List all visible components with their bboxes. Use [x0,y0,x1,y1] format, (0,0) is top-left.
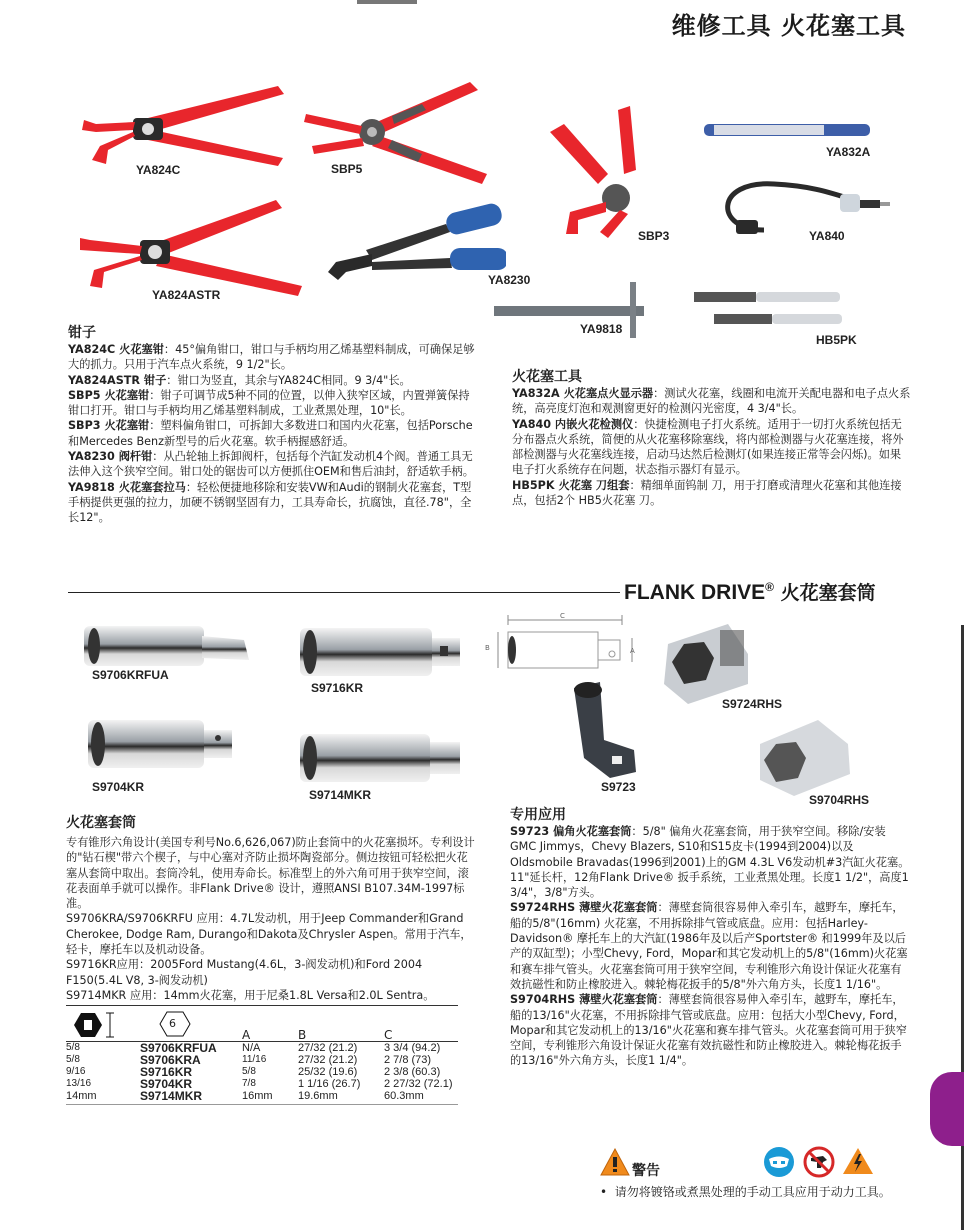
ya832a-tester-image [704,122,874,138]
spec-table [66,1005,458,1105]
item-desc: ：薄壁套筒很容易伸入牵引车，越野车，摩托车，船的5/8"(16mm) 火花塞，不用拆除排气管或底盘。应用：包括Harley-Davidson® 摩托车上的大汽缸(1986年及以后产Sportster® 和1999年及以后产的双缸型)；小型Chevy, Ford，Mopar和其它发动机上的5/8"(16mm)火花塞和赛车排气管头。火花塞套筒可用于狭窄空间，专利锥形六角设计保证火花塞有效抗磁性和防止橡胶进入。棘轮梅花扳手的5/8"外六角方头，长度1 1/16"。 [510,901,908,991]
label-s9714mkr: S9714MKR [309,788,372,802]
cell-c: 2 7/8 (73) [384,1054,432,1066]
item-desc: ：钳子可调节成5种不同的位置，以伸入狭窄区域，内置弹簧保持钳口打开。钳口与手柄均用乙烯基塑料制成，工业煮黑处理，10"长。 [68,388,470,418]
special-item [510,900,910,992]
cell-model: S9706KRFUA [140,1041,217,1055]
cell-a: 11/16 [242,1054,267,1065]
points-label: 6 [169,1017,176,1030]
label-ya832a: YA832A [826,145,871,159]
s9706krfua-socket-image [84,622,254,672]
item-name: HB5PK 火花塞 刀组套 [512,478,630,492]
table-row [66,1078,453,1090]
item-desc: ：快捷检测电子打火系统。适用于一切打火系统包括无分布器点火系统，简便的从火花塞移除塞线，将内部检测器与火花塞连接，将外部检测器与火花塞线连接，启动马达然后检测灯(如果连接正常等会闪烁)。如果电子打火系统存在问题，状态指示器灯有显示。 [512,417,904,477]
item-desc: ：轻松便捷地移除和安装VW和Audi的钢制火花塞套，T型手柄提供更强的拉力，加硬不锈钢坚固有力，工具寿命长，抗腐蚀，直径.78"，全长12"。 [68,480,472,525]
special-heading: 专用应用 [510,807,566,823]
item-name: YA824C 火花塞钳 [68,343,164,356]
s9723-socket-image [570,680,640,780]
no-power-tool-icon [803,1146,835,1178]
cell-model: S9704KR [140,1077,193,1091]
ya840-tester-image [714,180,894,240]
item-name: S9723 偏角火花塞套筒 [510,825,632,838]
cell-a: N/A [242,1042,261,1054]
pliers-section [68,322,478,526]
top-edge-bar [357,0,417,4]
sockets-heading: 火花塞套筒 [66,815,136,831]
special-list [510,824,910,1069]
sockets-section [66,812,476,1003]
pliers-item [68,388,478,419]
label-ya840: YA840 [809,229,845,243]
cell-c: 3 3/4 (94.2) [384,1042,441,1054]
warning-triangle-icon [600,1148,630,1176]
label-sbp3: SBP3 [638,229,670,243]
cell-model: S9714MKR [140,1089,203,1103]
title-en: FLANK DRIVE [624,581,766,604]
item-name: SBP3 火花塞钳 [68,419,150,433]
sockets-paragraph: S9716KR应用：2005Ford Mustang(4.6L，3-阀发动机)和Ford 2004 F150(5.4L V8, 3-阀发动机) [66,958,423,987]
label-ya824c: YA824C [136,163,181,177]
table-row [66,1090,453,1102]
registered-mark: ® [765,580,775,594]
item-desc: ：钳口为竖直，其余与YA824C相同。9 3/4"长。 [166,373,411,387]
special-section [510,804,910,1069]
spark-tools-section [512,366,912,508]
item-name: S9704RHS 薄壁火花塞套筒 [510,993,658,1007]
label-s9724rhs: S9724RHS [722,697,783,711]
eye-protection-icon [763,1146,795,1178]
cell-model: S9716KR [140,1065,193,1079]
pliers-item [68,373,478,388]
label-ya8230: YA8230 [488,273,531,287]
s9724rhs-socket-image [658,614,754,710]
item-desc: ：精细单面钨制 刀，用于打磨或清理火花塞和其他连接点，包括2个 HB5火花塞 刀。 [512,478,902,508]
item-name: YA9818 火花塞套拉马 [68,480,186,494]
diagram-label-a: A [630,647,635,655]
warning-text: 请勿将镀铬或煮黑处理的手动工具应用于动力工具。 [614,1185,891,1199]
spec-rows [66,1042,453,1102]
cell-b: 25/32 (19.6) [298,1066,358,1078]
ya824c-pliers-image [78,78,288,168]
section-divider [68,592,620,593]
diagram-label-c: C [560,612,565,620]
pliers-heading: 钳子 [68,325,96,341]
item-desc: ：塑料偏角钳口，可拆卸大多数进口和国内火花塞，包括Porsche和Mercedes Benz新型号的后火花塞。软手柄握感舒适。 [68,419,473,448]
item-name: S9724RHS 薄壁火花塞套筒 [510,901,658,915]
page-title: 维修工具 火花塞工具 [671,12,906,40]
spark-tool-item [512,417,912,478]
cell-size: 14mm [66,1090,97,1102]
spark-tools-list [512,386,912,508]
table-row [66,1066,453,1078]
label-hb5pk: HB5PK [816,333,857,347]
section-tab[interactable] [930,1072,964,1146]
hb5pk-files-image [694,288,844,328]
label-s9716kr: S9716KR [311,681,364,695]
sockets-paragraph: S9714MKR 应用：14mm火花塞，用于尼桑1.8L Versa和2.0L Sentra。 [66,988,435,1002]
item-name: YA8230 阀杆钳 [68,450,153,464]
pliers-list [68,342,478,526]
cell-c: 2 27/32 (72.1) [384,1078,453,1090]
col-b-header: B [298,1028,307,1042]
cell-b: 19.6mm [298,1090,338,1102]
cell-size: 13/16 [66,1078,92,1089]
s9714mkr-socket-image [300,732,462,784]
cell-a: 16mm [242,1090,273,1102]
spec-table-header [66,1009,458,1041]
item-name: YA824ASTR 钳子 [68,373,167,387]
item-desc: ：薄壁套筒很容易伸入牵引车，越野车，摩托车，船的13/16"火花塞，不用拆除排气管或底盘。应用：包括大小型Chevy, Ford，Mopar和其它发动机上的13/16"火花塞和赛车排气管头。火花塞套筒可用于狭窄空间，专利锥形六角设计保证火花塞有效抗磁性和防止橡胶进入。棘轮梅花扳手的13/16"外六角方头，长度1 1/4"。 [510,993,907,1068]
warning-title: 警告 [632,1163,660,1179]
cell-a: 5/8 [242,1066,256,1077]
item-desc: ：从凸轮轴上拆卸阀杆，包括每个汽缸发动机4个阀。普通工具无法伸入这个狭窄空间。钳口处的锯齿可以方便抓住OEM和售后油封，舒适软手柄。 [68,450,474,479]
diagram-label-b: B [485,644,490,652]
cell-size: 9/16 [66,1066,86,1077]
sbp3-pliers-image [550,102,670,242]
label-s9704kr: S9704KR [92,780,145,794]
label-ya9818: YA9818 [580,322,623,336]
bullet-dot: • [600,1185,615,1199]
cell-b: 27/32 (21.2) [298,1042,358,1054]
title-cn: 火花塞套筒 [774,582,876,604]
label-s9723: S9723 [601,780,636,794]
item-desc: ：5/8" 偏角火花塞套筒，用于狭窄空间。移除/安装GMC Jimmys，Chevy Blazers, S10和S15皮卡(1994到2004)以及Oldsmobile Bravadas(1996到2001)上的GM 4.3L V6发动机#3汽缸火花塞。11"延长杆，12角Flank Drive® 扳手系统，工业煮黑处理。长度1 1/2"，高度1 3/4"，3/8"方头。 [510,825,910,900]
item-name: SBP5 火花塞钳 [68,388,150,402]
flank-drive-title [624,578,876,605]
special-item [510,992,910,1068]
cell-model: S9706KRA [140,1053,201,1067]
sockets-body [66,835,476,1003]
sockets-paragraph: 专有锥形六角设计(美国专利号No.6,626,067)防止套筒中的火花塞损坏。专利设计的"钻石楔"带六个楔子，与中心塞对齐防止损坏陶瓷部分。侧边按钮可轻松把火花塞从套筒中取出。套筒冷轧，使用寿命长。标准型上的外六角可用于狭窄空间，滚花表面单手就可以操作。非Flank Drive® 设计，遵照ANSI B107.34M-1997标准。 [66,836,475,911]
item-name: YA840 内嵌火花检测仪 [512,417,634,431]
sockets-paragraph: S9706KRA/S9706KRFU 应用：4.7L发动机，用于Jeep Commander和Grand Cherokee, Dodge Ram, Durango和Dakota及Chrysler Aspen。常用于汽车，轻卡，摩托车以及机动设备。 [66,912,472,957]
pliers-item [68,480,478,526]
cell-b: 1 1/16 (26.7) [298,1078,361,1090]
col-a-header: A [242,1028,251,1042]
ya824astr-pliers-image [78,190,308,300]
s9704rhs-socket-image [754,714,854,800]
label-ya824astr: YA824ASTR [152,288,221,302]
cell-c: 2 3/8 (60.3) [384,1066,441,1078]
pliers-item [68,342,478,373]
electric-hazard-icon [842,1146,874,1176]
label-s9704rhs: S9704RHS [809,793,870,807]
spark-tools-heading: 火花塞工具 [512,369,582,385]
special-item [510,824,910,900]
label-sbp5: SBP5 [331,162,363,176]
warning-bullet [600,1183,891,1200]
spark-tool-item [512,386,912,417]
s9704kr-socket-image [88,718,234,770]
label-s9706krfua: S9706KRFUA [92,668,169,682]
item-desc: ：测试火花塞，线圈和电流开关配电器和电子点火系统，高亮度灯泡和观测窗更好的检测闪光密度，4 3/4"长。 [512,387,911,416]
pliers-item [68,418,478,449]
item-name: YA832A 火花塞点火显示器 [512,387,654,400]
cell-size: 5/8 [66,1042,80,1053]
cell-c: 60.3mm [384,1090,424,1102]
hex-size-icon [72,1011,116,1039]
s9716kr-socket-image [300,624,462,680]
ya8230-pliers-image [326,200,506,290]
cell-size: 5/8 [66,1054,80,1065]
table-row [66,1054,453,1066]
cell-a: 7/8 [242,1078,256,1089]
pliers-item [68,449,478,480]
table-row [66,1042,453,1054]
col-c-header: C [384,1028,393,1042]
cell-b: 27/32 (21.2) [298,1054,358,1066]
spark-tool-item [512,478,912,509]
item-desc: ：45°偏角钳口，钳口与手柄均用乙烯基塑料制成，可确保足够大的抓力。只用于汽车点火系统，9 1/2"长。 [68,343,475,372]
